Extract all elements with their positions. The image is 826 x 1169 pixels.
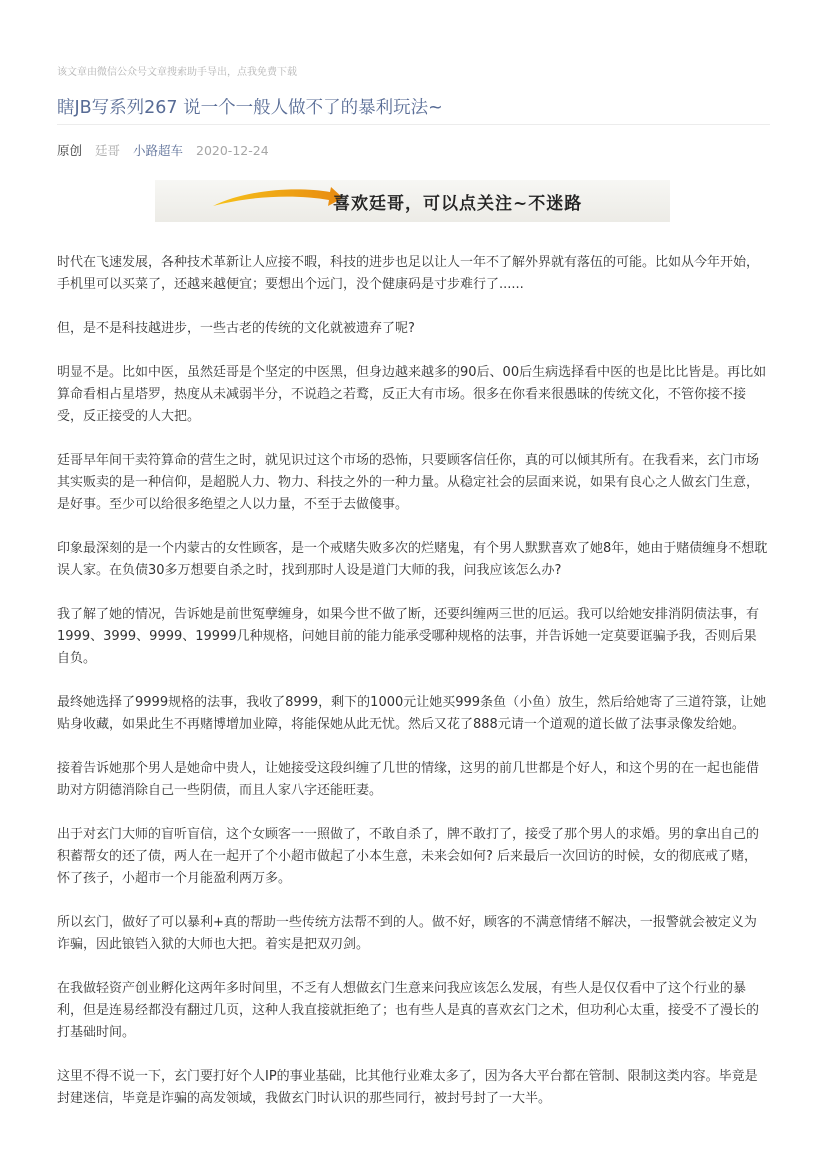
paragraph: 最终她选择了9999规格的法事，我收了8999，剩下的1000元让她买999条鱼（小鱼）放生，然后给她寄了三道符箓，让她贴身收藏，如果此生不再赌博增加业障，将能保她从此无忧。然后又花了888元请一个道观的道长做了法事录像发给她。 [57, 695, 767, 732]
article-title: 瞎JB写系列267 说一个一般人做不了的暴利玩法~ [57, 98, 443, 118]
original-tag: 原创 [57, 143, 83, 158]
paragraph: 我了解了她的情况，告诉她是前世冤孽缠身，如果今世不做了断，还要纠缠两三世的厄运。我可以给她安排消阴债法事，有1999、3999、9999、19999几种规格，问她目前的能力能承受哪种规格的法事，并告诉她一定莫要诓骗予我，否则后果自负。 [57, 607, 760, 666]
paragraph: 这里不得不说一下，玄门要打好个人IP的事业基础，比其他行业难太多了，因为各大平台都在管制、限制这类内容。毕竟是封建迷信，毕竟是诈骗的高发领域，我做玄门时认识的那些同行，被封号封了一大半。 [57, 1069, 758, 1106]
publish-date: 2020-12-24 [196, 143, 269, 158]
account-name-link[interactable]: 小路超车 [133, 143, 184, 158]
follow-banner [155, 180, 670, 222]
article-meta [57, 141, 278, 159]
paragraph: 时代在飞速发展，各种技术革新让人应接不暇，科技的进步也足以让人一年不了解外界就有落伍的可能。比如从今年开始，手机里可以买菜了，还越来越便宜；要想出个远门，没个健康码是寸步难行了...... [57, 255, 760, 292]
export-download-link[interactable]: 该文章由微信公众号文章搜索助手导出，点我免费下载 [57, 67, 297, 78]
paragraph: 所以玄门，做好了可以暴利+真的帮助一些传统方法帮不到的人。做不好，顾客的不满意情绪不解决，一报警就会被定义为诈骗，因此锒铛入狱的大师也大把。着实是把双刃剑。 [57, 915, 757, 952]
paragraph: 印象最深刻的是一个内蒙古的女性顾客，是一个戒赌失败多次的烂赌鬼，有个男人默默喜欢了她8年，她由于赌债缠身不想耽误人家。在负债30多万想要自杀之时，找到那时人设是道门大师的我，问我应该怎么办? [57, 541, 768, 578]
paragraph: 接着告诉她那个男人是她命中贵人，让她接受这段纠缠了几世的情缘，这男的前几世都是个好人，和这个男的在一起也能借助对方阴德消除自己一些阴债，而且人家八字还能旺妻。 [57, 761, 760, 798]
banner-text: 喜欢廷哥，可以点关注~不迷路 [333, 194, 583, 214]
article-body [57, 252, 769, 1132]
paragraph: 出于对玄门大师的盲听盲信，这个女顾客一一照做了，不敢自杀了，牌不敢打了，接受了那个男人的求婚。男的拿出自己的积蓄帮女的还了债，两人在一起开了个小超市做起了小本生意，未来会如何? 后来最后一次回访的时候，女的彻底戒了赌，怀了孩子，小超市一个月能盈利两万多。 [57, 827, 760, 886]
paragraph: 明显不是。比如中医，虽然廷哥是个坚定的中医黑，但身边越来越多的90后、00后生病选择看中医的也是比比皆是。再比如算命看相占星塔罗，热度从未减弱半分，不说趋之若鹜，反正大有市场。很多在你看来很愚昧的传统文化，不管你接不接受，反正接受的人大把。 [57, 365, 767, 424]
paragraph: 但，是不是科技越进步，一些古老的传统的文化就被遗弃了呢? [57, 321, 415, 336]
paragraph: 廷哥早年间干卖符算命的营生之时，就见识过这个市场的恐怖，只要顾客信任你，真的可以倾其所有。在我看来，玄门市场其实贩卖的是一种信仰，是超脱人力、物力、科技之外的一种力量。从稳定社会的层面来说，如果有良心之人做玄门生意，是好事。至少可以给很多绝望之人以力量，不至于去做傻事。 [57, 453, 760, 512]
paragraph: 在我做轻资产创业孵化这两年多时间里，不乏有人想做玄门生意来问我应该怎么发展，有些人是仅仅看中了这个行业的暴利，但是连易经都没有翻过几页，这种人我直接就拒绝了；也有些人是真的喜欢玄门之术，但功利心太重，接受不了漫长的打基础时间。 [57, 981, 760, 1040]
title-divider [57, 124, 770, 125]
author-name: 廷哥 [95, 143, 121, 158]
